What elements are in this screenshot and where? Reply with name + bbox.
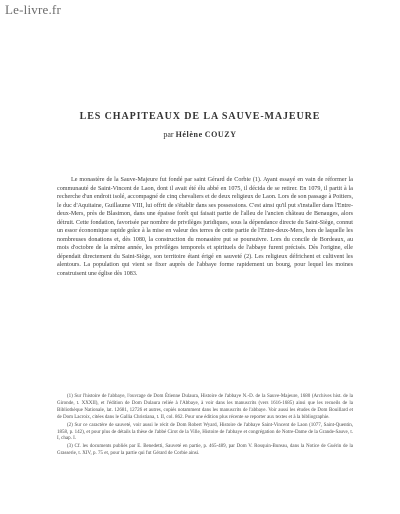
article-title: LES CHAPITEAUX DE LA SAUVE-MAJEURE [79,111,321,122]
article-author [0,130,400,139]
footnote-2: (2) Sur ce caractère de sauveté, voir aussi le récit de Dom Robert Wyard, Histoire de l'abbaye Saint-Vincent de Laon (1077, Saint-Quentin, 1858, p. 142), et pour plus de détails la thèse de l'abbé Cirot de la Ville, Histoire de l'abbaye et congrégation de Notre-Dame de la Grande-Sauve, t. I, chap. I. [57,422,353,442]
body-paragraph: Le monastère de la Sauve-Majeure fut fondé par saint Gérard de Corbie (1). Ayant essayé en vain de réformer la communauté de Saint-Vincent de Laon, dont il avait été élu abbé en 1075, il décida de se retirer. En 1079, il partit à la recherche d'un endroit isolé, accompagné de cinq chevaliers et de deux religieux de Laon. Lors de son passage à Poitiers, le duc d'Aquitaine, Guillaume VIII, lui offrit de s'établir dans ses possessions. C'est ainsi qu'il put s'installer dans l'Entre-deux-Mers, près de Blasimon, dans une épaisse forêt qui faisait partie de l'alleu de l'ancien château de Benauges, alors détruit. Cette fondation, favorisée par nombre de privilèges juridiques, sous la dépendance directe du Saint-Siège, connut un essor économique rapide grâce à la mise en valeur des terres de cette partie de l'Entre-deux-Mers, hors de laquelle les nombreuses donations et, dès 1080, la construction du monastère put se poursuivre. Lors du concile de Bordeaux, au mois d'octobre de la même année, les privilèges temporels et spirituels de l'abbaye furent précisés. Dès l'origine, elle dépendait directement du Saint-Siège, son territoire étant érigé en sauveté (2). Les religieux défrichent et cultivent les alentours. La population qui vient se fixer auprès de l'abbaye forme rapidement un bourg, pour lequel les moines construisent une église dès 1083. [57,177,353,278]
author-last-name: COUZY [204,130,237,139]
footnote-3: (3) Cf. les documents publiés par E. Benedetti, Sauveté en partie, p. 465-489, par Dom V. Rosquin-Bureau, dans la Notice de Guérin de la Grasserie, t. XIV, p. 75 et, pour la partie qui fut Gérard de Corbie ainsi. [57,444,353,457]
footnote-1: (1) Sur l'histoire de l'abbaye, l'ouvrage de Dom Étienne Dulaura, Histoire de l'abbaye N.-D. de la Sauve-Majeure, 1680 (Archives hist. de la Gironde, t. XXXII), et l'édition de Dom Dulaura reliée à l'Abbaye, à voir dans les manuscrits (vers 1616-1685) ainsi que les recueils de la Bibliothèque Nationale, lat. 12681, 12726 et autres, copiés notamment dans les manuscrits de l'abbaye. Voir aussi les études de Dom Bouillard et de Dom Lacroix, citées dans le Gallia Christiana, t. II, col. 862. Pour une édition plus récente se reporter aux textes et à la bibliographie. [57,394,353,420]
footnotes [57,394,353,459]
author-first-name: Hélène [175,130,203,139]
author-prefix: par [163,130,174,139]
article-body [57,176,353,279]
site-watermark: Le-livre.fr [5,2,61,17]
